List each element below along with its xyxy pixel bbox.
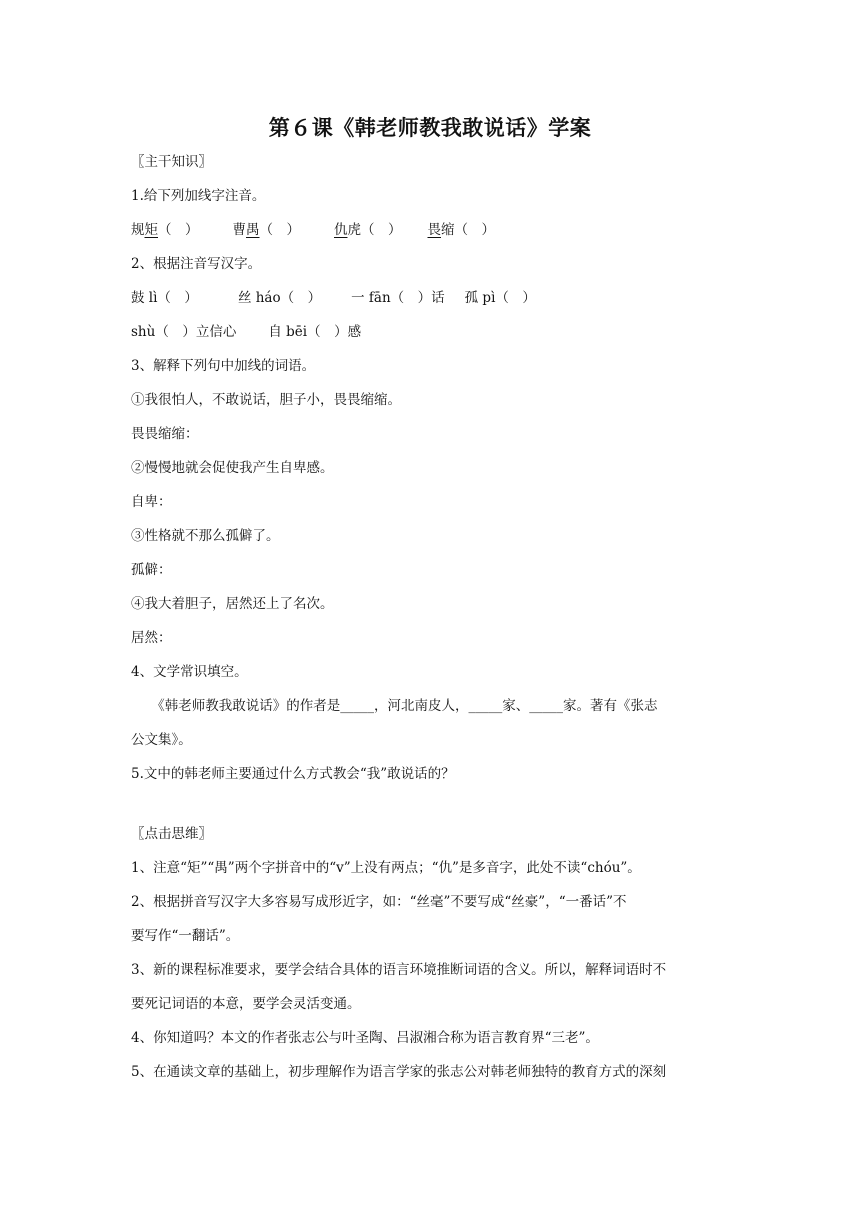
pinyin-item: 曹禺（ ）	[232, 222, 300, 238]
question-3-sentence-3: ③性格就不那么孤僻了。	[131, 528, 280, 544]
question-3-answer-3: 孤僻：	[131, 562, 172, 578]
question-3-answer-1: 畏畏缩缩：	[131, 426, 199, 442]
question-2-prompt: 2、根据注音写汉字。	[131, 256, 262, 272]
hanzi-item: 丝 háo（ ）	[237, 290, 322, 306]
question-3-prompt: 3、解释下列句中加线的词语。	[131, 358, 316, 374]
hanzi-item: 自 bēi（ ）感	[268, 324, 362, 340]
question-2-row-1	[131, 288, 536, 308]
tip-2: 2、根据拼音写汉字大多容易写成形近字，如：“丝毫”不要写成“丝豪”，“一番话”不	[131, 894, 627, 910]
hanzi-item: 鼓 lì（ ）	[131, 290, 198, 306]
hanzi-item: 一 fān（ ）话	[351, 290, 445, 306]
question-3-sentence-2: ②慢慢地就会促使我产生自卑感。	[131, 460, 334, 476]
section-heading-main-knowledge: 〖主干知识〗	[131, 154, 212, 170]
question-4-line-1: 《韩老师教我敢说话》的作者是_____，河北南皮人，_____家、_____家。著有《张志	[131, 698, 658, 714]
tip-5: 5、在通读文章的基础上，初步理解作为语言学家的张志公对韩老师独特的教育方式的深刻	[131, 1064, 667, 1080]
question-3-answer-4: 居然：	[131, 630, 172, 646]
tip-1: 1、注意“矩”“禺”两个字拼音中的“v”上没有两点；“仇”是多音字，此处不读“chóu”。	[131, 860, 641, 876]
question-4-line-2: 公文集》。	[131, 732, 192, 748]
tip-3: 3、新的课程标准要求，要学会结合具体的语言环境推断词语的含义。所以，解释词语时不	[131, 962, 667, 978]
question-4-prompt: 4、文学常识填空。	[131, 664, 248, 680]
section-heading-thinking: 〖点击思维〗	[131, 826, 212, 842]
tip-2-continued: 要写作“一翻话”。	[131, 928, 240, 944]
question-3-answer-2: 自卑：	[131, 494, 172, 510]
pinyin-item: 仇虎（ ）	[334, 222, 402, 238]
question-3-sentence-4: ④我大着胆子，居然还上了名次。	[131, 596, 334, 612]
document-title: 第６课《韩老师教我敢说话》学案	[268, 116, 592, 140]
question-1-items	[131, 220, 495, 240]
question-2-row-2	[131, 322, 361, 342]
pinyin-item: 规矩（ ）	[131, 222, 199, 238]
question-3-sentence-1: ①我很怕人，不敢说话，胆子小，畏畏缩缩。	[131, 392, 401, 408]
hanzi-item: shù（ ）立信心	[131, 324, 237, 340]
tip-3-continued: 要死记词语的本意，要学会灵活变通。	[131, 996, 361, 1012]
hanzi-item: 孤 pì（ ）	[464, 290, 536, 306]
pinyin-item: 畏缩（ ）	[427, 222, 495, 238]
tip-4: 4、你知道吗？本文的作者张志公与叶圣陶、吕淑湘合称为语言教育界“三老”。	[131, 1030, 599, 1046]
question-5-prompt: 5.文中的韩老师主要通过什么方式教会“我”敢说话的？	[131, 766, 455, 782]
question-1-prompt: 1.给下列加线字注音。	[131, 188, 266, 204]
